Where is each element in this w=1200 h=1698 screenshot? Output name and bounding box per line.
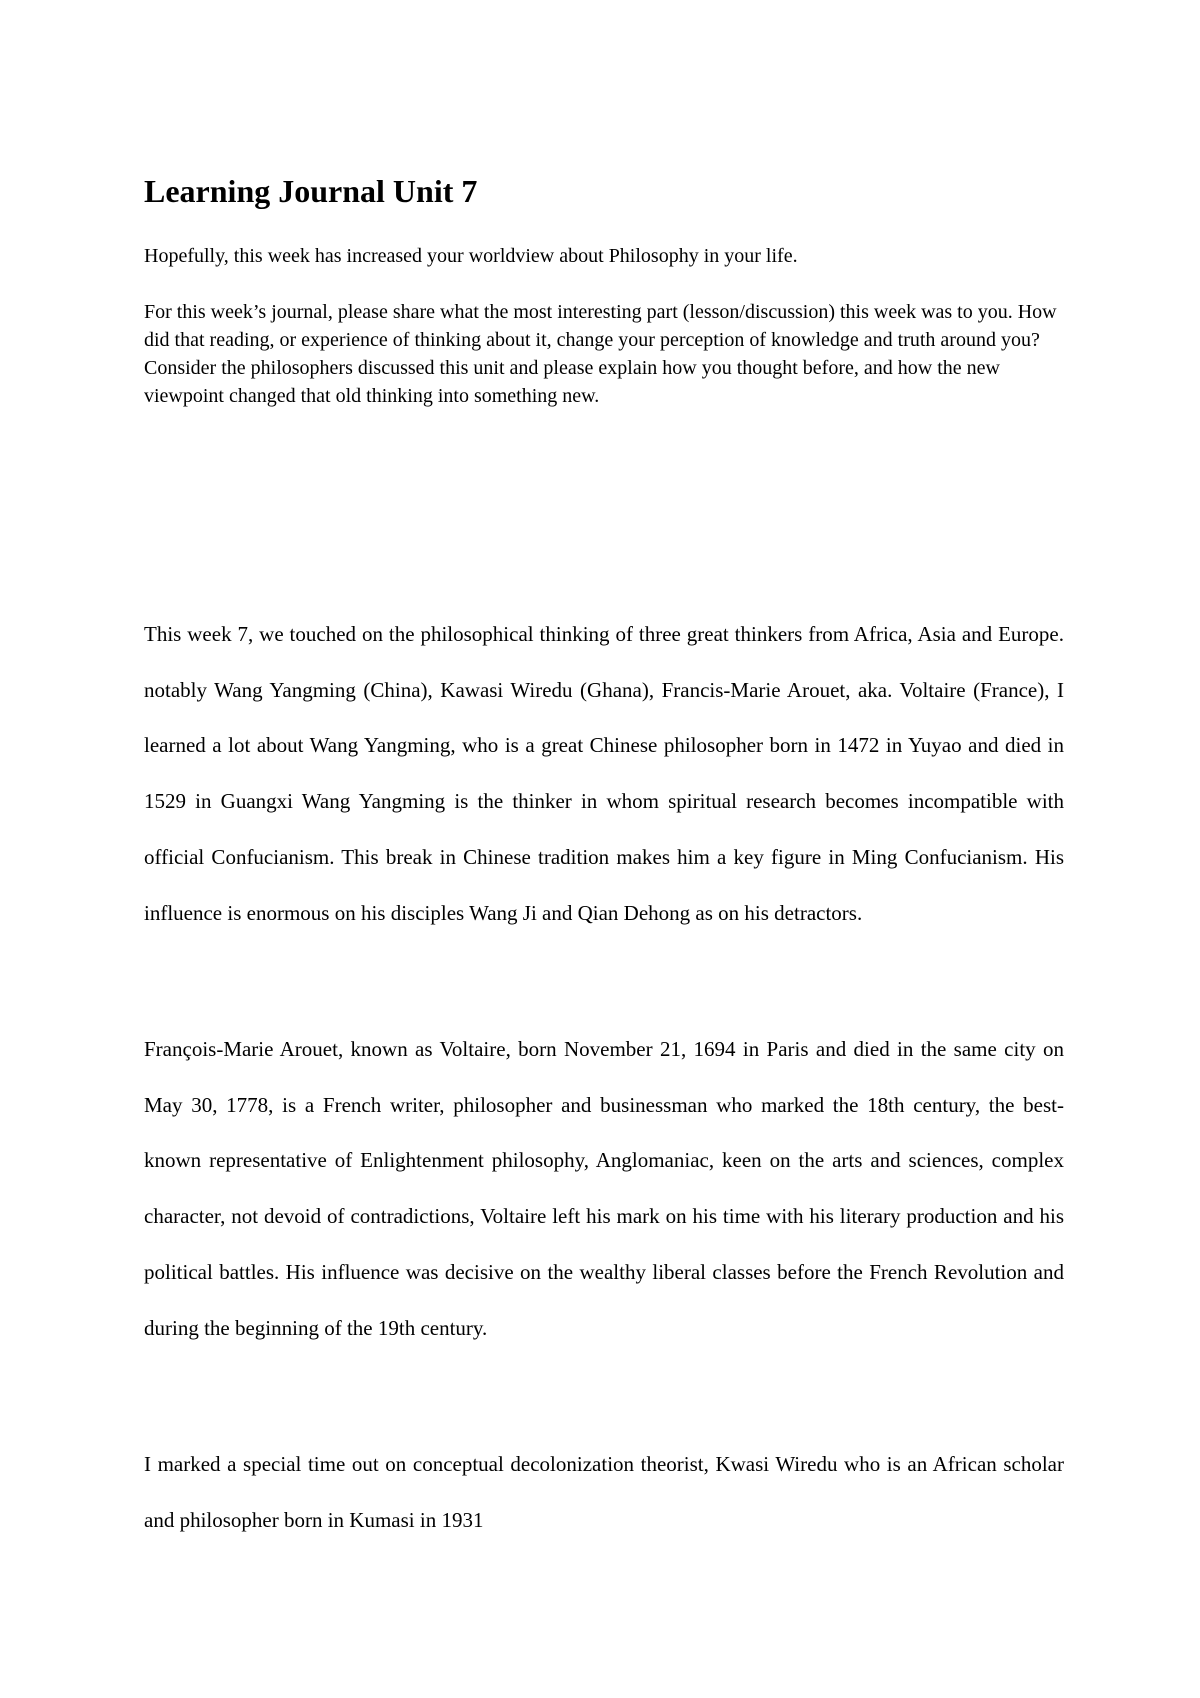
prompt-paragraph: For this week’s journal, please share what the most interesting part (lesson/discussion) this week was to you. How did that reading, or experience of thinking about it, change your perception of knowledge and truth around you? Consider the philosophers discussed this unit and please explain how you thought before, and how the new viewpoint changed that old thinking into something new. — [144, 301, 1057, 407]
answer-paragraph: François-Marie Arouet, known as Voltaire, born November 21, 1694 in Paris and died in the same city on May 30, 1778, is a French writer, philosopher and businessman who marked the 18th century, the best-known representative of Enlightenment philosophy, Anglomaniac, keen on the arts and sciences, complex character, not devoid of contradictions, Voltaire left his mark on his time with his literary production and his political battles. His influence was decisive on the wealthy liberal classes before the French Revolution and during the beginning of the 19th century. — [144, 1037, 1064, 1340]
prompt-paragraph: Hopefully, this week has increased your worldview about Philosophy in your life. — [144, 245, 798, 267]
answer-paragraph: This week 7, we touched on the philosophical thinking of three great thinkers from Africa, Asia and Europe. notably Wang Yangming (China), Kawasi Wiredu (Ghana), Francis-Marie Arouet, aka. Voltaire (France), I learned a lot about Wang Yangming, who is a great Chinese philosopher born in 1472 in Yuyao and died in 1529 in Guangxi Wang Yangming is the thinker in whom spiritual research becomes incompatible with official Confucianism. This break in Chinese tradition makes him a key figure in Ming Confucianism. His influence is enormous on his disciples Wang Ji and Qian Dehong as on his detractors. — [144, 622, 1064, 925]
document-title: Learning Journal Unit 7 — [144, 173, 478, 209]
answer-paragraph: I marked a special time out on conceptual decolonization theorist, Kwasi Wiredu who is an African scholar and philosopher born in Kumasi in 1931 — [144, 1452, 1064, 1532]
